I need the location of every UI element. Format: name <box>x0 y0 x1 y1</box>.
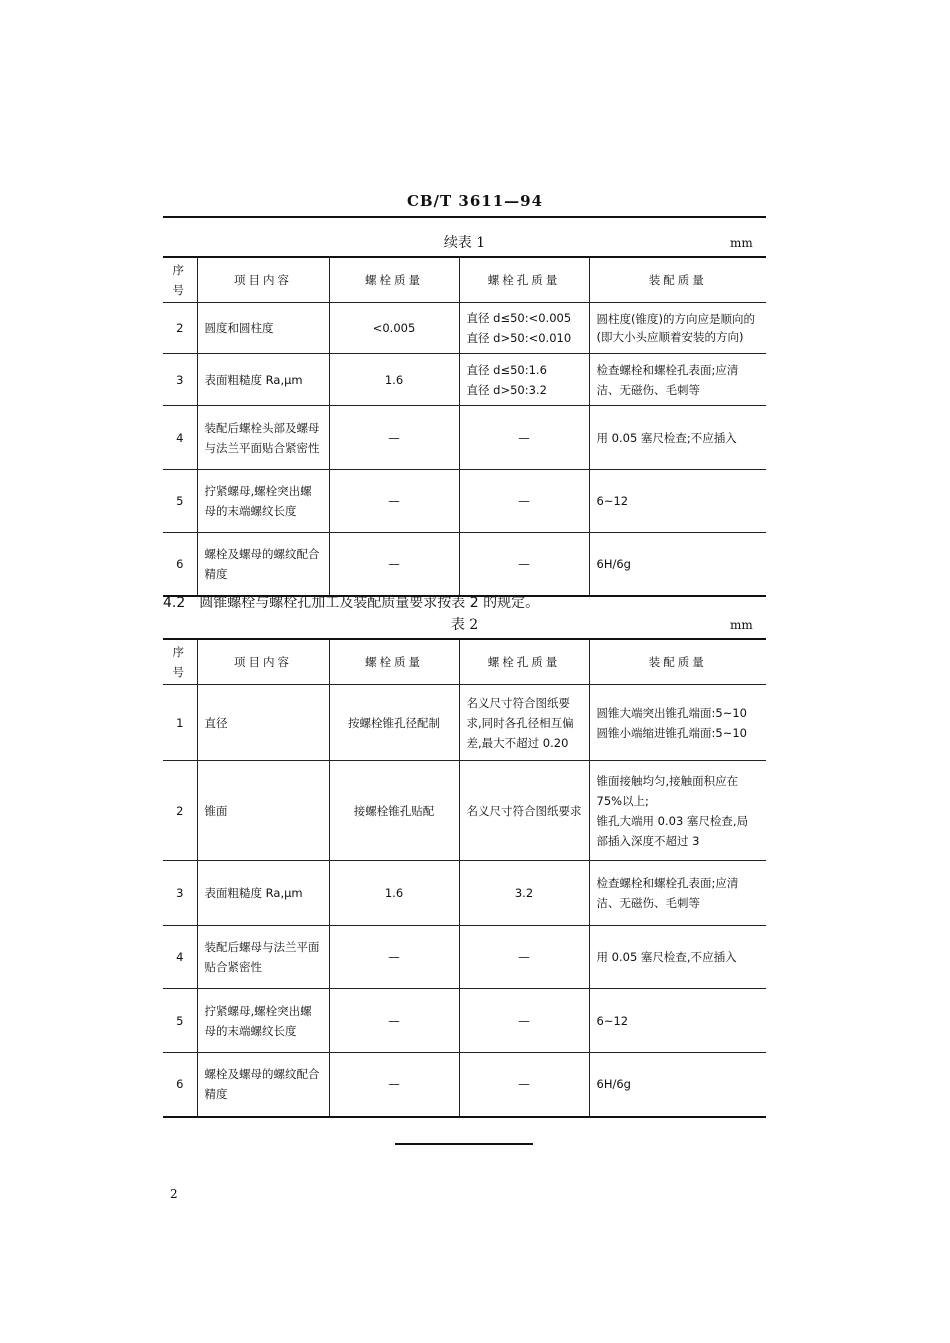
cell-item: 锥面 <box>197 761 329 861</box>
cell-hole <box>459 303 589 354</box>
table-row <box>163 926 766 989</box>
cell-item: 装配后螺栓头部及螺母与法兰平面贴合紧密性 <box>197 406 329 470</box>
cell-item: 装配后螺母与法兰平面贴合紧密性 <box>197 926 329 989</box>
assembly-line: 6H/6g <box>596 1077 631 1092</box>
cell-assembly <box>589 861 766 926</box>
clause-4-2 <box>163 592 539 612</box>
cell-bolt: — <box>329 533 459 596</box>
assembly-line: 检查螺栓和螺栓孔表面;应清洁、无磁伤、毛刺等 <box>596 876 739 910</box>
cell-hole <box>459 354 589 406</box>
cell-bolt: 接螺栓锥孔贴配 <box>329 761 459 861</box>
table-row <box>163 406 766 470</box>
cell-hole: — <box>459 406 589 470</box>
assembly-line: 圆锥小端缩进锥孔端面:5~10 <box>596 725 747 740</box>
assembly-line: 6~12 <box>596 1013 629 1028</box>
cell-hole: 3.2 <box>459 861 589 926</box>
cell-item: 螺栓及螺母的螺纹配合精度 <box>197 533 329 596</box>
cell-no: 4 <box>163 926 197 989</box>
table2-header-row <box>163 639 766 685</box>
cell-no: 5 <box>163 989 197 1053</box>
cell-no: 4 <box>163 406 197 470</box>
cell-bolt: — <box>329 406 459 470</box>
cell-assembly: 用 0.05 塞尺检查;不应插入 <box>589 406 766 470</box>
cell-no: 6 <box>163 533 197 596</box>
cell-bolt: — <box>329 470 459 533</box>
cell-no: 3 <box>163 861 197 926</box>
assembly-line: 锥面接触均匀,接触面积应在75%以上; <box>596 773 739 808</box>
cell-hole: 名义尺寸符合图纸要求 <box>459 761 589 861</box>
table-row <box>163 354 766 406</box>
assembly-line: 用 0.05 塞尺检查,不应插入 <box>596 950 737 964</box>
cell-hole: — <box>459 989 589 1053</box>
cell-no: 2 <box>163 303 197 354</box>
cell-no: 1 <box>163 685 197 761</box>
hole-line: 直径 d>50:<0.010 <box>466 331 572 345</box>
cell-bolt: — <box>329 926 459 989</box>
col-header: 序号 <box>163 639 197 685</box>
cell-bolt: 按螺栓锥孔径配制 <box>329 685 459 761</box>
col-header: 装配质量 <box>589 257 766 303</box>
clause-number: 4.2 <box>163 595 186 611</box>
header-rule <box>163 216 766 218</box>
cell-bolt: <0.005 <box>329 303 459 354</box>
cell-bolt: — <box>329 989 459 1053</box>
cell-assembly: 圆柱度(锥度)的方向应是顺向的(即大小头应顺着安装的方向) <box>589 303 766 354</box>
table-row <box>163 470 766 533</box>
cell-assembly: 6~12 <box>589 470 766 533</box>
table1-unit: mm <box>730 236 753 250</box>
table2-caption: 表 2 <box>450 617 479 633</box>
cell-assembly <box>589 761 766 861</box>
col-header: 序号 <box>163 257 197 303</box>
clause-text: 圆锥螺栓与螺栓孔加工及装配质量要求按表 2 的规定。 <box>199 595 540 611</box>
cell-item: 圆度和圆柱度 <box>197 303 329 354</box>
col-header: 螺栓孔质量 <box>459 257 589 303</box>
cell-item: 表面粗糙度 Ra,μm <box>197 354 329 406</box>
cell-item: 直径 <box>197 685 329 761</box>
table-row <box>163 989 766 1053</box>
cell-hole: — <box>459 1053 589 1117</box>
table-row <box>163 861 766 926</box>
cell-item: 螺栓及螺母的螺纹配合精度 <box>197 1053 329 1117</box>
table-row <box>163 303 766 354</box>
cell-assembly <box>589 1053 766 1117</box>
col-header: 螺栓孔质量 <box>459 639 589 685</box>
table2-unit: mm <box>730 618 753 632</box>
cell-assembly: 检查螺栓和螺栓孔表面;应清洁、无磁伤、毛刺等 <box>589 354 766 406</box>
table1 <box>163 256 766 597</box>
assembly-line: 圆锥大端突出锥孔端面:5~10 <box>596 705 747 720</box>
cell-item: 拧紧螺母,螺栓突出螺母的末端螺纹长度 <box>197 989 329 1053</box>
assembly-line: 锥孔大端用 0.03 塞尺检查,局部插入深度不超过 3 <box>596 813 749 848</box>
cell-no: 3 <box>163 354 197 406</box>
cell-item: 表面粗糙度 Ra,μm <box>197 861 329 926</box>
cell-no: 2 <box>163 761 197 861</box>
cell-assembly <box>589 926 766 989</box>
cell-hole: 名义尺寸符合图纸要求,同时各孔径相互偏差,最大不超过 0.20 <box>459 685 589 761</box>
table2 <box>163 638 766 1118</box>
table1-header-row <box>163 257 766 303</box>
table-row <box>163 533 766 596</box>
cell-assembly <box>589 989 766 1053</box>
cell-item: 拧紧螺母,螺栓突出螺母的末端螺纹长度 <box>197 470 329 533</box>
cell-hole: — <box>459 926 589 989</box>
table1-caption: 续表 1 <box>443 235 486 251</box>
col-header: 螺栓质量 <box>329 639 459 685</box>
cell-no: 6 <box>163 1053 197 1117</box>
hole-line: 直径 d≤50:<0.005 <box>466 311 572 325</box>
col-header: 项目内容 <box>197 639 329 685</box>
page-number: 2 <box>170 1187 178 1201</box>
col-header: 装配质量 <box>589 639 766 685</box>
cell-hole: — <box>459 470 589 533</box>
cell-bolt: 1.6 <box>329 354 459 406</box>
cell-hole: — <box>459 533 589 596</box>
cell-bolt: 1.6 <box>329 861 459 926</box>
col-header: 螺栓质量 <box>329 257 459 303</box>
col-header: 项目内容 <box>197 257 329 303</box>
hole-line: 直径 d>50:3.2 <box>466 382 547 397</box>
table-row <box>163 1053 766 1117</box>
cell-no: 5 <box>163 470 197 533</box>
cell-bolt: — <box>329 1053 459 1117</box>
hole-line: 直径 d≤50:1.6 <box>466 362 547 377</box>
table-row <box>163 685 766 761</box>
document-code: CB/T 3611—94 <box>406 192 544 210</box>
cell-assembly <box>589 685 766 761</box>
cell-assembly: 6H/6g <box>589 533 766 596</box>
end-rule <box>395 1143 533 1145</box>
table-row <box>163 761 766 861</box>
